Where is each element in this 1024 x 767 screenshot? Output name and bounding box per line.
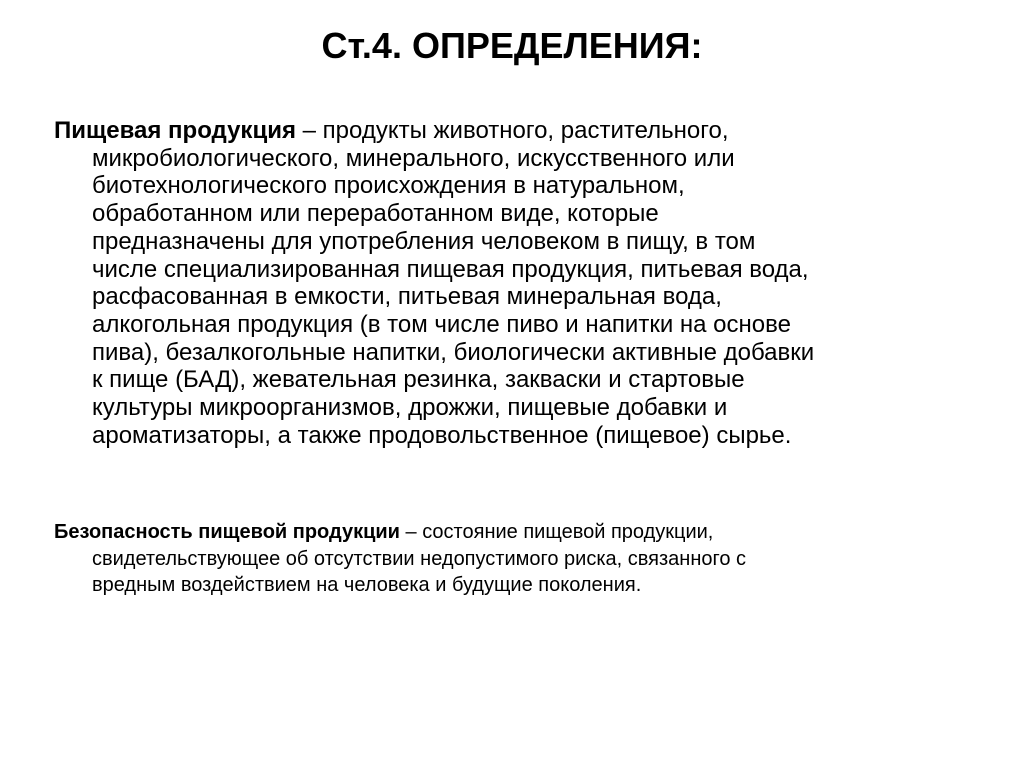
definition-line: пива), безалкогольные напитки, биологически активные добавки: [92, 338, 815, 366]
definition-first-line: [54, 117, 974, 145]
slide-title: Ст.4. ОПРЕДЕЛЕНИЯ:: [321, 25, 703, 66]
definition-food-safety: [54, 519, 974, 599]
definition-first-line: [54, 519, 974, 546]
definition-line: алкогольная продукция (в том числе пиво и напитки на основе: [92, 310, 791, 338]
definition-line: микробиологического, минерального, искусственного или: [92, 144, 735, 172]
definition-line: расфасованная в емкости, питьевая минеральная вода,: [92, 283, 722, 311]
definition-term: Пищевая продукция: [54, 117, 296, 144]
definition-text: – продукты животного, растительного,: [295, 117, 729, 144]
definition-line: вредным воздействием на человека и будущие поколения.: [92, 574, 642, 596]
definition-text: – состояние пищевой продукции,: [399, 521, 714, 543]
definition-line: ароматизаторы, а также продовольственное (пищевое) сырье.: [92, 421, 792, 449]
definition-line: биотехнологического происхождения в натуральном,: [92, 172, 685, 200]
definition-term: Безопасность пищевой продукции: [54, 521, 400, 543]
definition-line: культуры микроорганизмов, дрожжи, пищевые добавки и: [92, 394, 728, 422]
definition-line: числе специализированная пищевая продукция, питьевая вода,: [92, 255, 809, 283]
definition-line: к пище (БАД), жевательная резинка, закваски и стартовые: [92, 366, 745, 394]
definition-food-products: [54, 117, 974, 449]
definition-line: обработанном или переработанном виде, которые: [92, 200, 659, 228]
definition-line: предназначены для употребления человеком в пищу, в том: [92, 227, 756, 255]
definition-line: свидетельствующее об отсутствии недопустимого риска, связанного с: [92, 547, 747, 570]
